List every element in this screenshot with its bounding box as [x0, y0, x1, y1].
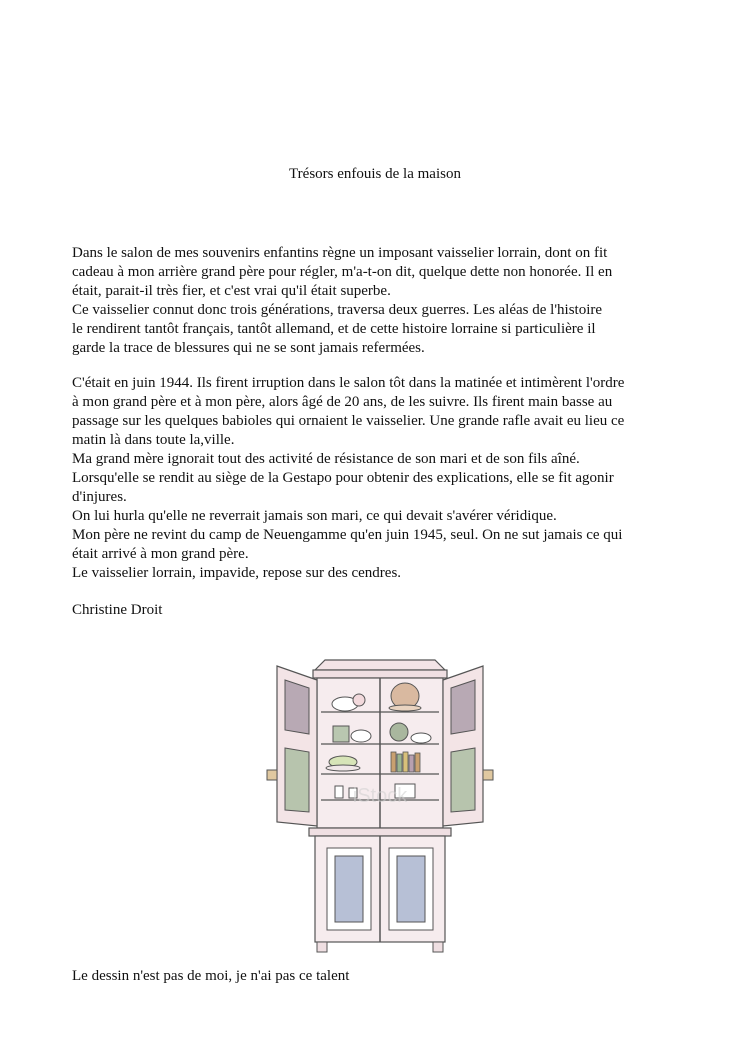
text-line: Mon père ne revint du camp de Neuengamme qu'en juin 1945, seul. On ne sut jamais ce qui [72, 527, 623, 543]
text-line: était arrivé à mon grand père. [72, 546, 249, 562]
document-title: Trésors enfouis de la maison [289, 166, 461, 182]
text-line: cadeau à mon arrière grand père pour régler, m'a-t-on dit, quelque dette non honorée. Il en [72, 264, 613, 280]
dresser-illustration [255, 652, 505, 957]
text-line: Dans le salon de mes souvenirs enfantins règne un imposant vaisselier lorrain, dont on fit [72, 245, 608, 261]
text-line: était, parait-il très fier, et c'est vrai qu'il était superbe. [72, 283, 391, 299]
text-line: passage sur les quelques babioles qui ornaient le vaisselier. Une grande rafle avait eu lieu ce [72, 413, 625, 429]
text-line: d'injures. [72, 489, 127, 505]
paragraph-2 [72, 374, 692, 583]
text-line: C'était en juin 1944. Ils firent irruption dans le salon tôt dans la matinée et intimèrent l'ordre [72, 375, 625, 391]
author-signature: Christine Droit [72, 602, 163, 618]
text-line: à mon grand père et à mon père, alors âgé de 20 ans, de les suivre. Ils firent main basse au [72, 394, 613, 410]
text-line: Le vaisselier lorrain, impavide, repose sur des cendres. [72, 565, 402, 581]
watermark-text: iStock [352, 785, 408, 807]
text-line: garde la trace de blessures qui ne se sont jamais refermées. [72, 340, 425, 356]
text-line: Ce vaisselier connut donc trois générations, traversa deux guerres. Les aléas de l'histoire [72, 302, 603, 318]
text-line: le rendirent tantôt français, tantôt allemand, et de cette histoire lorraine si particulière il [72, 321, 596, 337]
text-line: Lorsqu'elle se rendit au siège de la Gestapo pour obtenir des explications, elle se fit agonir [72, 470, 614, 486]
paragraph-1 [72, 244, 692, 358]
text-line: Ma grand mère ignorait tout des activité de résistance de son mari et de son fils aîné. [72, 451, 580, 467]
text-line: On lui hurla qu'elle ne reverrait jamais son mari, ce qui devait s'avérer véridique. [72, 508, 557, 524]
text-line: matin là dans toute la,ville. [72, 432, 235, 448]
image-caption: Le dessin n'est pas de moi, je n'ai pas ce talent [72, 968, 350, 984]
